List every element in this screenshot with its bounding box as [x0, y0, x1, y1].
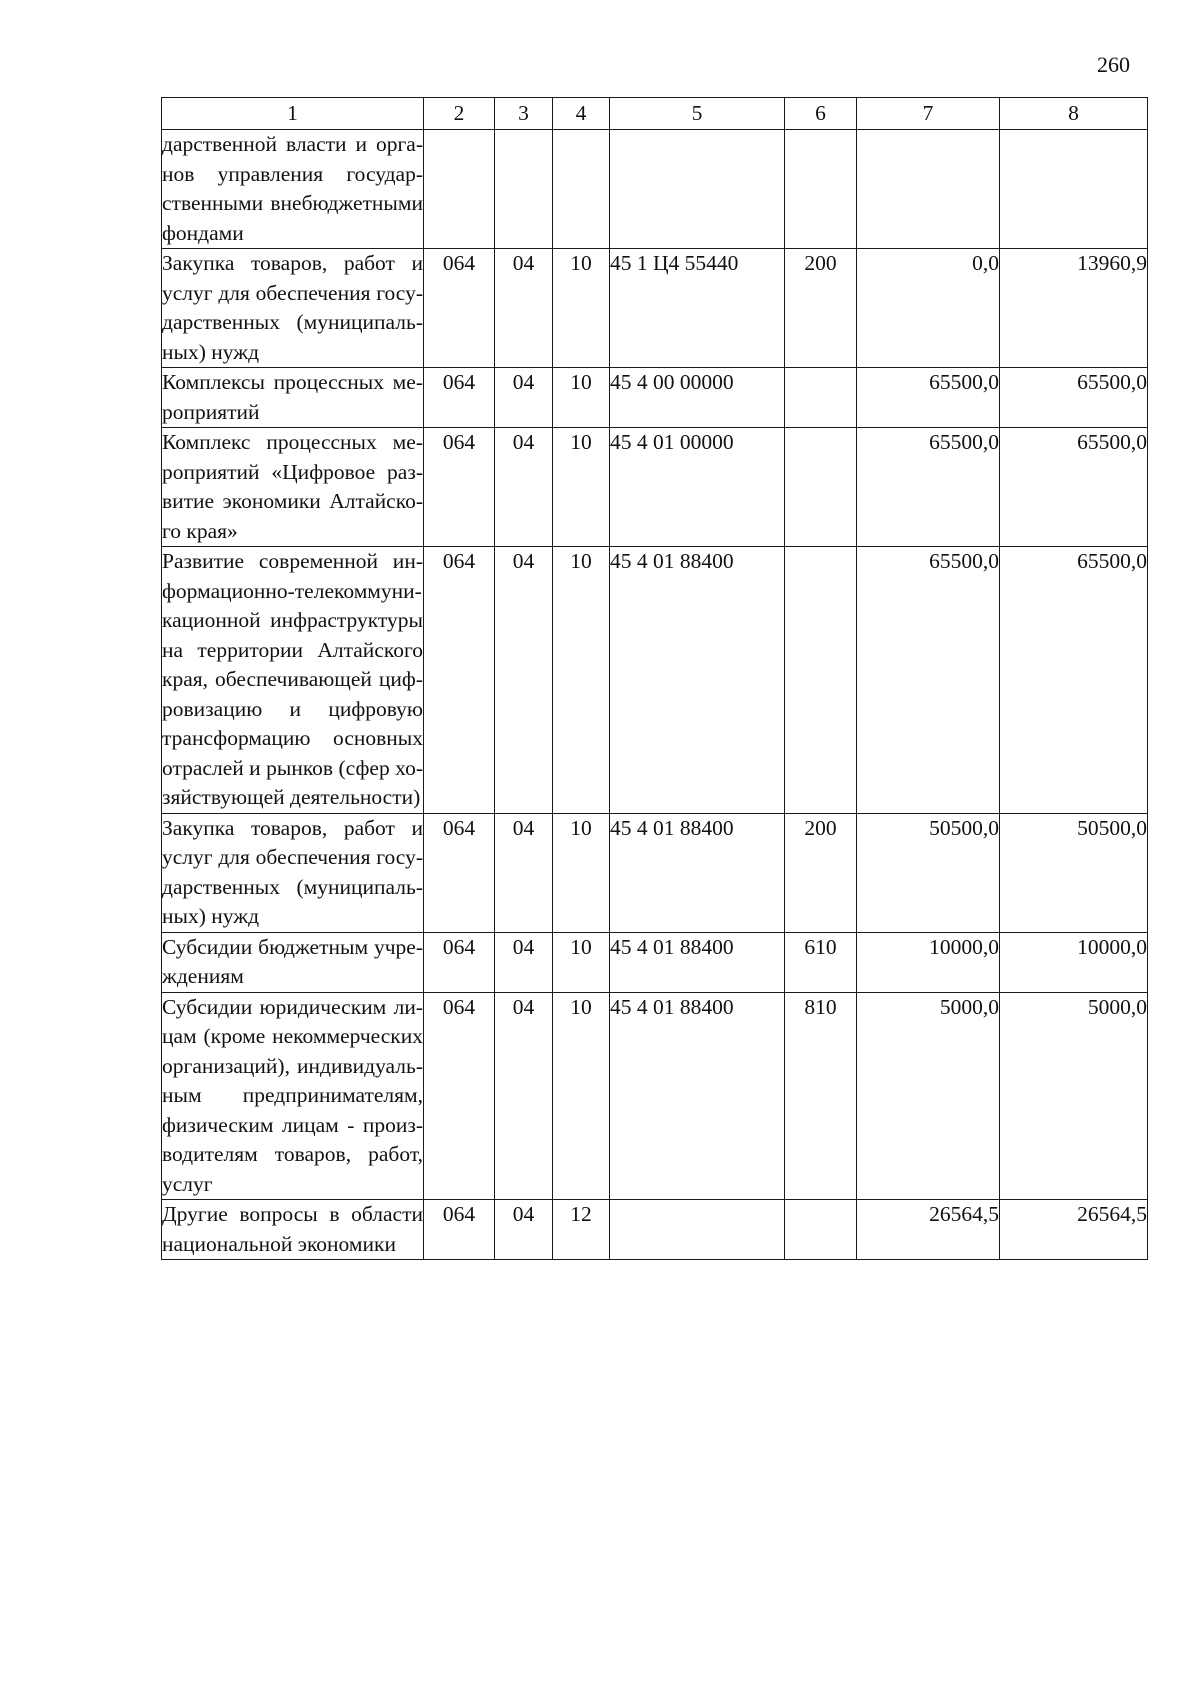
- expense-type-cell: 200: [785, 249, 857, 368]
- target-article-cell: 45 4 01 88400: [610, 992, 785, 1200]
- section-cell: 04: [495, 368, 553, 428]
- expense-type-cell: [785, 428, 857, 547]
- code-cell: 064: [424, 813, 495, 932]
- table-row: [162, 932, 1148, 992]
- amount-col7-cell: 26564,5: [857, 1200, 1000, 1260]
- section-cell: 04: [495, 428, 553, 547]
- amount-col7-cell: 50500,0: [857, 813, 1000, 932]
- amount-col7-cell: 65500,0: [857, 547, 1000, 814]
- amount-col7-cell: 5000,0: [857, 992, 1000, 1200]
- expense-type-cell: 200: [785, 813, 857, 932]
- amount-col7-cell: 65500,0: [857, 428, 1000, 547]
- amount-col8-cell: 26564,5: [1000, 1200, 1148, 1260]
- amount-col8-cell: 50500,0: [1000, 813, 1148, 932]
- table-row: [162, 249, 1148, 368]
- row-name: Субсидии бюджетным учреждениям: [162, 932, 424, 992]
- header-row: [162, 98, 1148, 130]
- column-header: 8: [1000, 98, 1148, 130]
- row-name: Закупка товаров, работ и услуг для обеспечения государственных (муниципальных) нужд: [162, 813, 424, 932]
- subsection-cell: 10: [553, 368, 610, 428]
- target-article-cell: 45 4 01 88400: [610, 547, 785, 814]
- expense-type-cell: [785, 368, 857, 428]
- amount-col7-cell: 10000,0: [857, 932, 1000, 992]
- code-cell: 064: [424, 547, 495, 814]
- amount-col8-cell: 13960,9: [1000, 249, 1148, 368]
- column-header: 6: [785, 98, 857, 130]
- section-cell: 04: [495, 992, 553, 1200]
- amount-col8-cell: 65500,0: [1000, 547, 1148, 814]
- table-row: [162, 547, 1148, 814]
- table-row: [162, 813, 1148, 932]
- amount-col7-cell: 0,0: [857, 249, 1000, 368]
- code-cell: 064: [424, 992, 495, 1200]
- subsection-cell: 10: [553, 249, 610, 368]
- row-name: дарственной власти и органов управления государственными внебюджетными фондами: [162, 130, 424, 249]
- code-cell: 064: [424, 368, 495, 428]
- table-row: [162, 992, 1148, 1200]
- section-cell: 04: [495, 932, 553, 992]
- code-cell: 064: [424, 1200, 495, 1260]
- subsection-cell: 10: [553, 547, 610, 814]
- section-cell: 04: [495, 547, 553, 814]
- target-article-cell: 45 4 01 88400: [610, 932, 785, 992]
- table-row: [162, 428, 1148, 547]
- amount-col7-cell: [857, 130, 1000, 249]
- subsection-cell: [553, 130, 610, 249]
- subsection-cell: 12: [553, 1200, 610, 1260]
- target-article-cell: 45 4 01 00000: [610, 428, 785, 547]
- subsection-cell: 10: [553, 932, 610, 992]
- section-cell: 04: [495, 1200, 553, 1260]
- target-article-cell: [610, 1200, 785, 1260]
- amount-col8-cell: 5000,0: [1000, 992, 1148, 1200]
- subsection-cell: 10: [553, 992, 610, 1200]
- row-name: Закупка товаров, работ и услуг для обеспечения государственных (муниципальных) нужд: [162, 249, 424, 368]
- section-cell: [495, 130, 553, 249]
- section-cell: 04: [495, 249, 553, 368]
- amount-col8-cell: 65500,0: [1000, 428, 1148, 547]
- row-name: Субсидии юридическим лицам (кроме некоммерческих организаций), индивидуальным предпринимателям, физическим лицам - производителям товаров, работ, услуг: [162, 992, 424, 1200]
- subsection-cell: 10: [553, 813, 610, 932]
- table-row: [162, 1200, 1148, 1260]
- column-header: 3: [495, 98, 553, 130]
- target-article-cell: [610, 130, 785, 249]
- expense-type-cell: [785, 547, 857, 814]
- column-header: 1: [162, 98, 424, 130]
- column-header: 7: [857, 98, 1000, 130]
- code-cell: 064: [424, 428, 495, 547]
- page-number: 260: [1097, 52, 1130, 77]
- amount-col8-cell: 10000,0: [1000, 932, 1148, 992]
- target-article-cell: 45 4 00 00000: [610, 368, 785, 428]
- code-cell: 064: [424, 249, 495, 368]
- budget-table: [161, 97, 1148, 1260]
- amount-col8-cell: [1000, 130, 1148, 249]
- column-header: 2: [424, 98, 495, 130]
- expense-type-cell: 610: [785, 932, 857, 992]
- amount-col7-cell: 65500,0: [857, 368, 1000, 428]
- table-row: [162, 368, 1148, 428]
- table-row: [162, 130, 1148, 249]
- expense-type-cell: 810: [785, 992, 857, 1200]
- amount-col8-cell: 65500,0: [1000, 368, 1148, 428]
- row-name: Другие вопросы в области национальной экономики: [162, 1200, 424, 1260]
- row-name: Развитие современной информационно-телекоммуникационной инфраструктуры на территории Алтайского края, обеспечивающей цифровизацию и цифровую трансформацию основных отраслей и рынков (сфер хозяйствующей деятельности): [162, 547, 424, 814]
- column-header: 5: [610, 98, 785, 130]
- target-article-cell: 45 1 Ц4 55440: [610, 249, 785, 368]
- subsection-cell: 10: [553, 428, 610, 547]
- column-header: 4: [553, 98, 610, 130]
- row-name: Комплекс процессных мероприятий «Цифровое развитие экономики Алтайского края»: [162, 428, 424, 547]
- expense-type-cell: [785, 1200, 857, 1260]
- target-article-cell: 45 4 01 88400: [610, 813, 785, 932]
- section-cell: 04: [495, 813, 553, 932]
- row-name: Комплексы процессных мероприятий: [162, 368, 424, 428]
- expense-type-cell: [785, 130, 857, 249]
- code-cell: [424, 130, 495, 249]
- code-cell: 064: [424, 932, 495, 992]
